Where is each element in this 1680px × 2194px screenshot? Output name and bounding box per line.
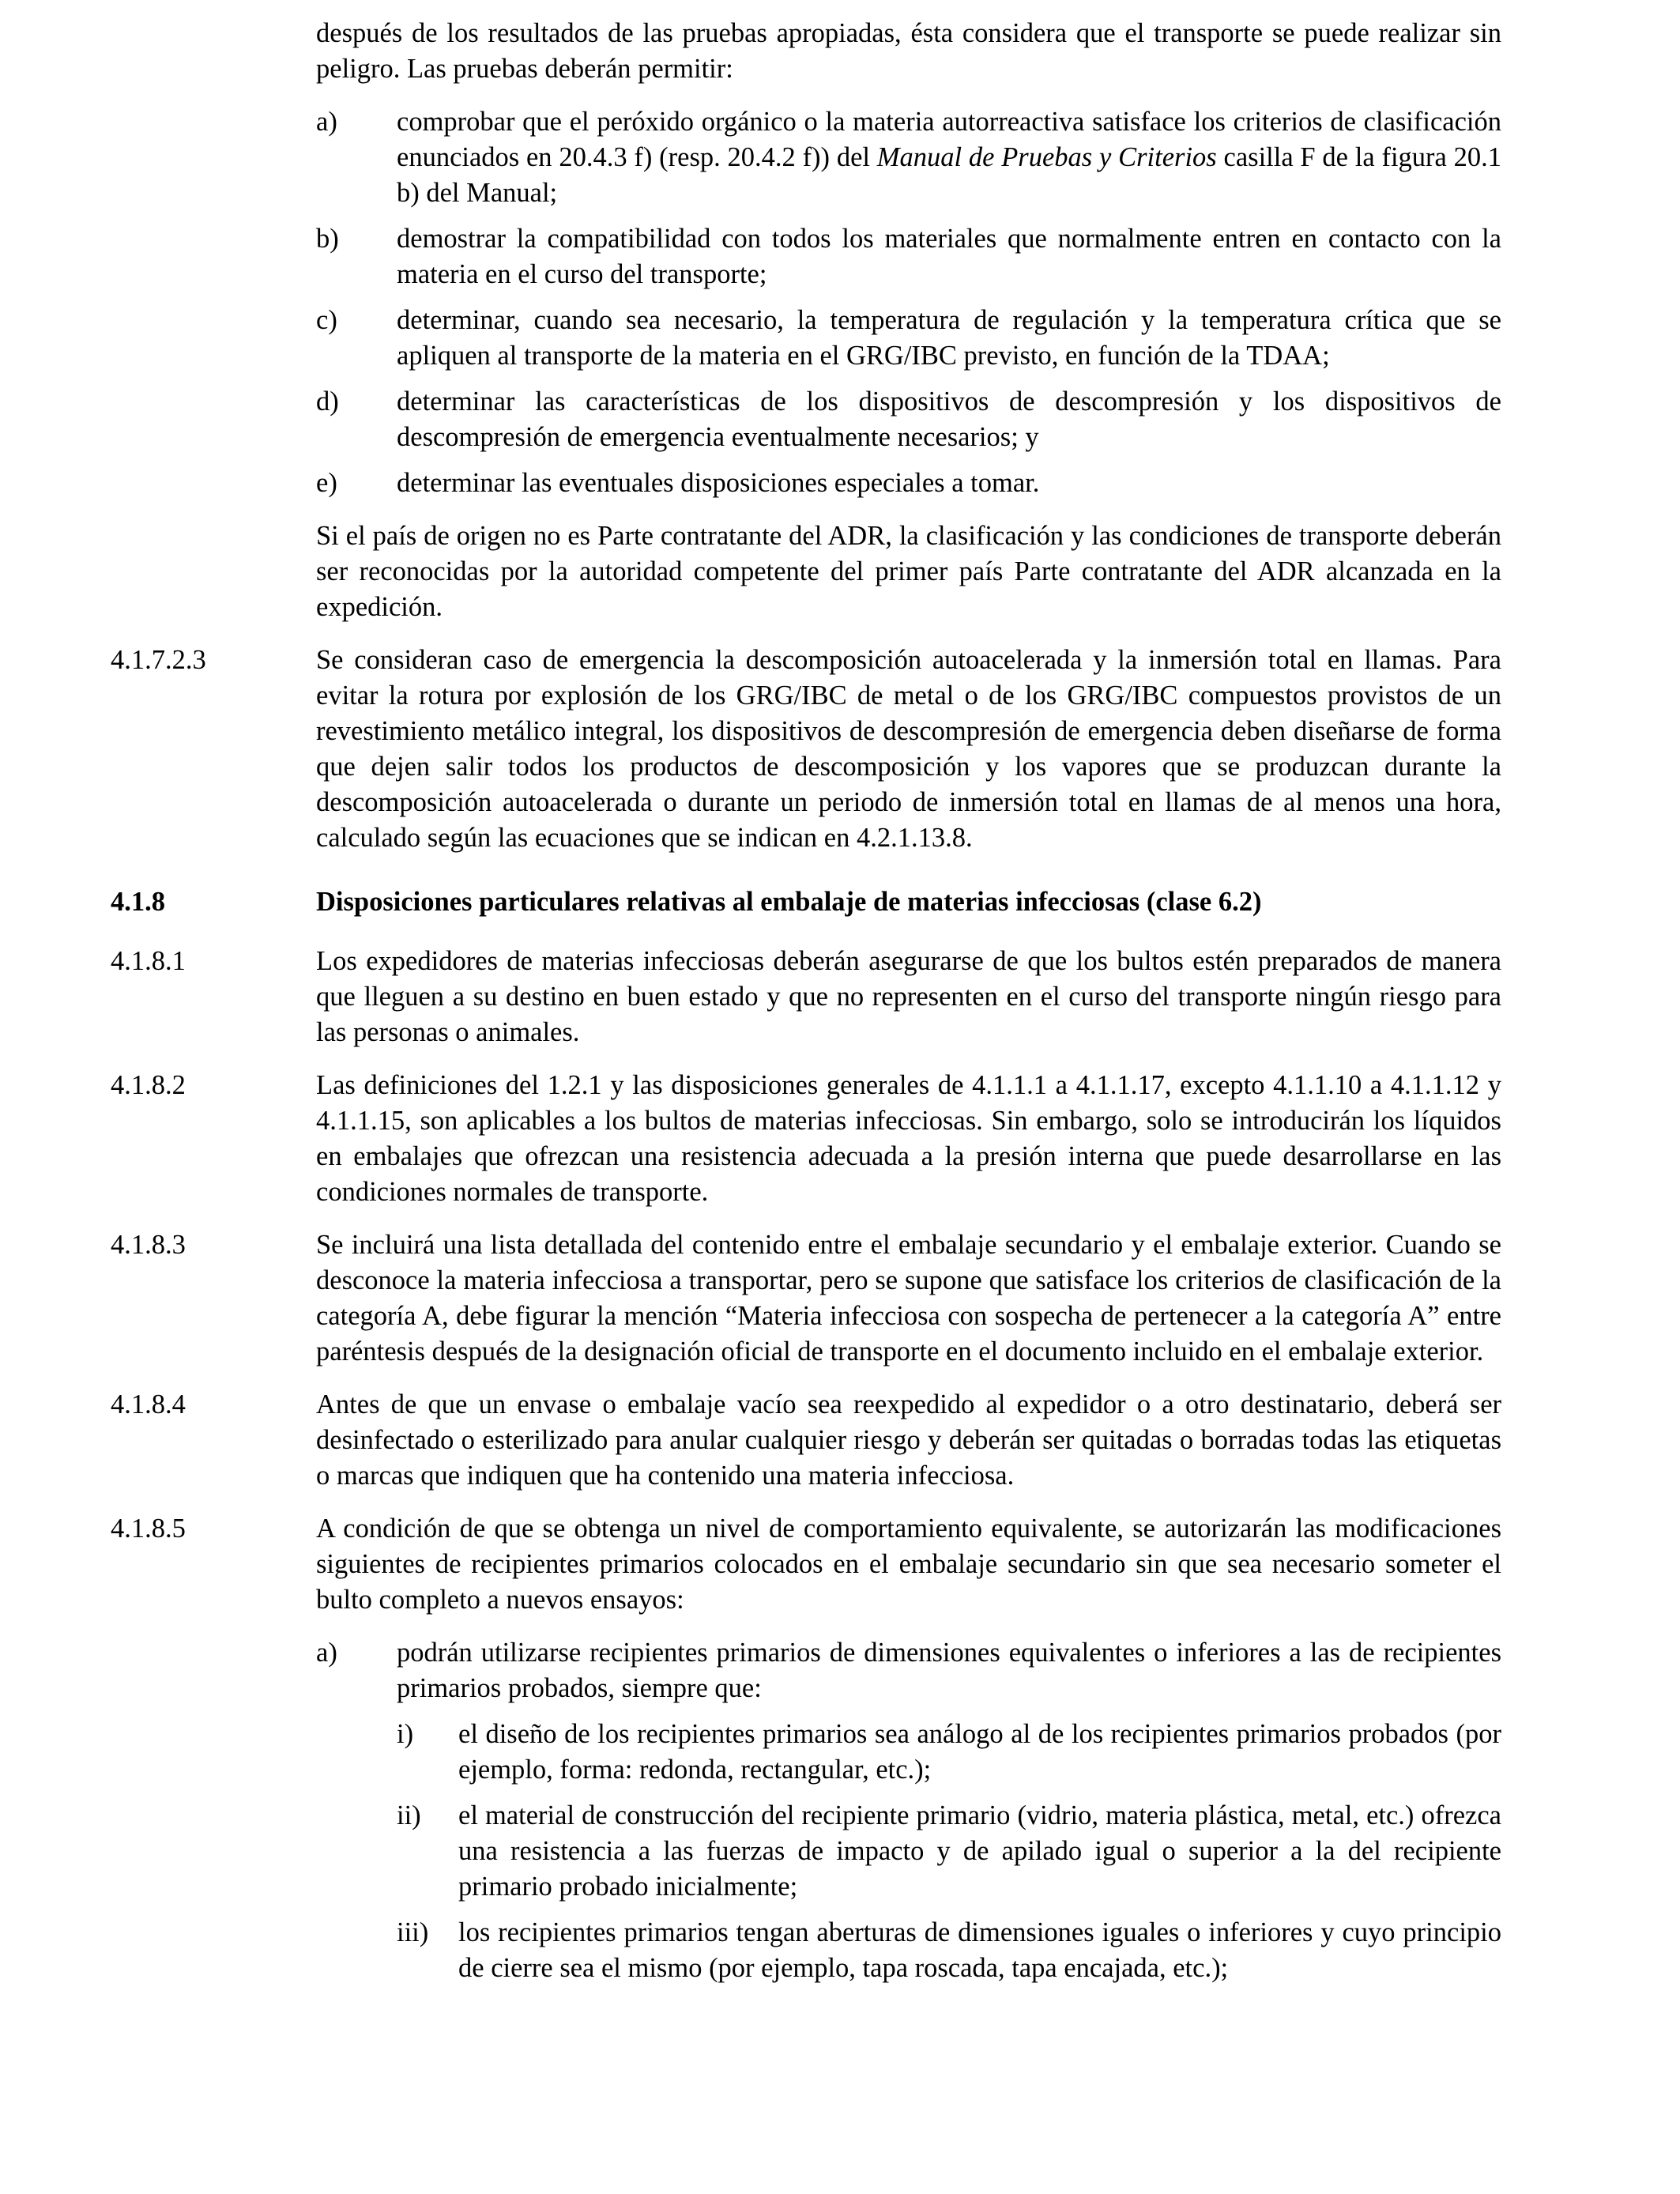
section-text: Se incluirá una lista detallada del contenido entre el embalaje secundario y el embalaje exterior. Cuando se desconoce la materia infecciosa a transportar, pero se supone que satisface los criterios de clasificación de la categoría A, debe figurar la mención “Materia infecciosa con sospecha de pertenecer a la categoría A” entre paréntesis después de la designación oficial de transporte en el documento incluido en el embalaje exterior. bbox=[316, 1230, 1501, 1367]
sub-list-item-text: los recipientes primarios tengan aberturas de dimensiones iguales o inferiores y cuyo principio de cierre sea el mismo (por ejemplo, tapa roscada, tapa encajada, etc.); bbox=[458, 1917, 1501, 1983]
list-item-text: determinar las características de los dispositivos de descompresión y los dispositivos de descompresión de emergencia eventualmente necesarios; y bbox=[397, 386, 1501, 452]
document-page bbox=[111, 16, 1501, 1986]
section-number: 4.1.8.5 bbox=[111, 1514, 186, 1544]
section-text: Antes de que un envase o embalaje vacío sea reexpedido al expedidor o a otro destinatario, deberá ser desinfectado o esterilizado para anular cualquier riesgo y deberán ser quitadas o borradas todas las etiquetas o marcas que indiquen que ha contenido una materia infecciosa. bbox=[316, 1389, 1501, 1491]
section-heading-4-1-8 bbox=[111, 884, 1501, 920]
section-number: 4.1.8.2 bbox=[111, 1070, 186, 1100]
section-4-1-8-4 bbox=[111, 1387, 1501, 1494]
list-item bbox=[316, 221, 1501, 292]
continuation-paragraph: después de los resultados de las pruebas apropiadas, ésta considera que el transporte se puede realizar sin peligro. Las pruebas deberán permitir: bbox=[316, 18, 1501, 84]
section-number: 4.1.8.3 bbox=[111, 1230, 186, 1260]
sub-list-item-text: el diseño de los recipientes primarios sea análogo al de los recipientes primarios probados (por ejemplo, forma: redonda, rectangular, etc.); bbox=[458, 1719, 1501, 1785]
list-item-label: a) bbox=[316, 1638, 337, 1668]
list-item-text: determinar las eventuales disposiciones especiales a tomar. bbox=[397, 468, 1040, 498]
list-item bbox=[316, 303, 1501, 374]
manual-title: Manual de Pruebas y Criterios bbox=[876, 142, 1217, 172]
sub-list-item-label: iii) bbox=[397, 1917, 429, 1947]
list-item-label: e) bbox=[316, 468, 337, 498]
list-item-text: podrán utilizarse recipientes primarios de dimensiones equivalentes o inferiores a las de recipientes primarios probados, siempre que: bbox=[397, 1638, 1501, 1703]
closing-paragraph: Si el país de origen no es Parte contratante del ADR, la clasificación y las condiciones de transporte deberán ser reconocidas por la autoridad competente del primer país Parte contratante del ADR alcanzada en la expedición. bbox=[316, 521, 1501, 622]
section-4-1-8-3 bbox=[111, 1227, 1501, 1370]
list-item bbox=[316, 466, 1501, 501]
section-4-1-8-2 bbox=[111, 1068, 1501, 1210]
section-number-empty bbox=[111, 16, 316, 625]
sub-list-item-text: el material de construcción del recipiente primario (vidrio, materia plástica, metal, etc.) ofrezca una resistencia a las fuerzas de impacto y de apilado igual o superior a la del recipiente primario probado inicialmente; bbox=[458, 1800, 1501, 1902]
list-item-label: d) bbox=[316, 386, 339, 417]
section-4-1-7-2-3 bbox=[111, 643, 1501, 856]
sub-list-item bbox=[397, 1717, 1501, 1788]
list-item-text: determinar, cuando sea necesario, la temperatura de regulación y la temperatura crítica que se apliquen al transporte de la materia en el GRG/IBC previsto, en función de la TDAA; bbox=[397, 305, 1501, 371]
section-4-1-8-1 bbox=[111, 944, 1501, 1050]
list-item-text: demostrar la compatibilidad con todos los materiales que normalmente entren en contacto con la materia en el curso del transporte; bbox=[397, 224, 1501, 289]
section-4-1-8-5 bbox=[111, 1511, 1501, 1986]
list-item-label: a) bbox=[316, 107, 337, 137]
section-number: 4.1.8 bbox=[111, 887, 165, 917]
section-text: Las definiciones del 1.2.1 y las disposiciones generales de 4.1.1.1 a 4.1.1.17, excepto 4.1.1.10 a 4.1.1.12 y 4.1.1.15, son aplicables a los bultos de materias infecciosas. Sin embargo, solo se introducirán los líquidos en embalajes que ofrezcan una resistencia adecuada a la presión interna que puede desarrollarse en las condiciones normales de transporte. bbox=[316, 1070, 1501, 1207]
list-item-text: comprobar que el peróxido orgánico o la materia autorreactiva satisface los criterios de clasificación enunciados en 20.4.3 f) (resp. 20.4.2 f)) del Manual de Pruebas y Criterios casilla F de la figura 20.1 b) del Manual; bbox=[397, 107, 1501, 208]
section-number: 4.1.8.1 bbox=[111, 946, 186, 976]
sub-list-item bbox=[397, 1915, 1501, 1986]
list-item-label: c) bbox=[316, 305, 337, 335]
section-number: 4.1.8.4 bbox=[111, 1389, 186, 1419]
section-continuation bbox=[111, 16, 1501, 625]
section-number: 4.1.7.2.3 bbox=[111, 645, 206, 675]
sub-list-item-label: i) bbox=[397, 1719, 414, 1749]
section-text: Los expedidores de materias infecciosas deberán asegurarse de que los bultos estén preparados de manera que lleguen a su destino en buen estado y que no representen en el curso del transporte ningún riesgo para las personas o animales. bbox=[316, 946, 1501, 1047]
section-body bbox=[316, 16, 1501, 625]
section-text: Se consideran caso de emergencia la descomposición autoacelerada y la inmersión total en llamas. Para evitar la rotura por explosión de los GRG/IBC de metal o de los GRG/IBC compuestos provistos de un revestimiento metálico integral, los dispositivos de descompresión de emergencia deben diseñarse de forma que dejen salir todos los productos de descomposición y los vapores que se produzcan durante la descomposición autoacelerada o durante un periodo de inmersión total en llamas de al menos una hora, calculado según las ecuaciones que se indican en 4.2.1.13.8. bbox=[316, 645, 1501, 853]
section-body bbox=[316, 1511, 1501, 1986]
list-item bbox=[316, 104, 1501, 211]
list-item-label: b) bbox=[316, 224, 339, 254]
list-item bbox=[316, 384, 1501, 455]
sub-list-item bbox=[397, 1798, 1501, 1905]
section-title: Disposiciones particulares relativas al embalaje de materias infecciosas (clase 6.2) bbox=[316, 887, 1262, 917]
section-text: A condición de que se obtenga un nivel de comportamiento equivalente, se autorizarán las modificaciones siguientes de recipientes primarios colocados en el embalaje secundario sin que sea necesario someter el bulto completo a nuevos ensayos: bbox=[316, 1514, 1501, 1615]
list-item bbox=[316, 1635, 1501, 1706]
sub-list-item-label: ii) bbox=[397, 1800, 421, 1830]
